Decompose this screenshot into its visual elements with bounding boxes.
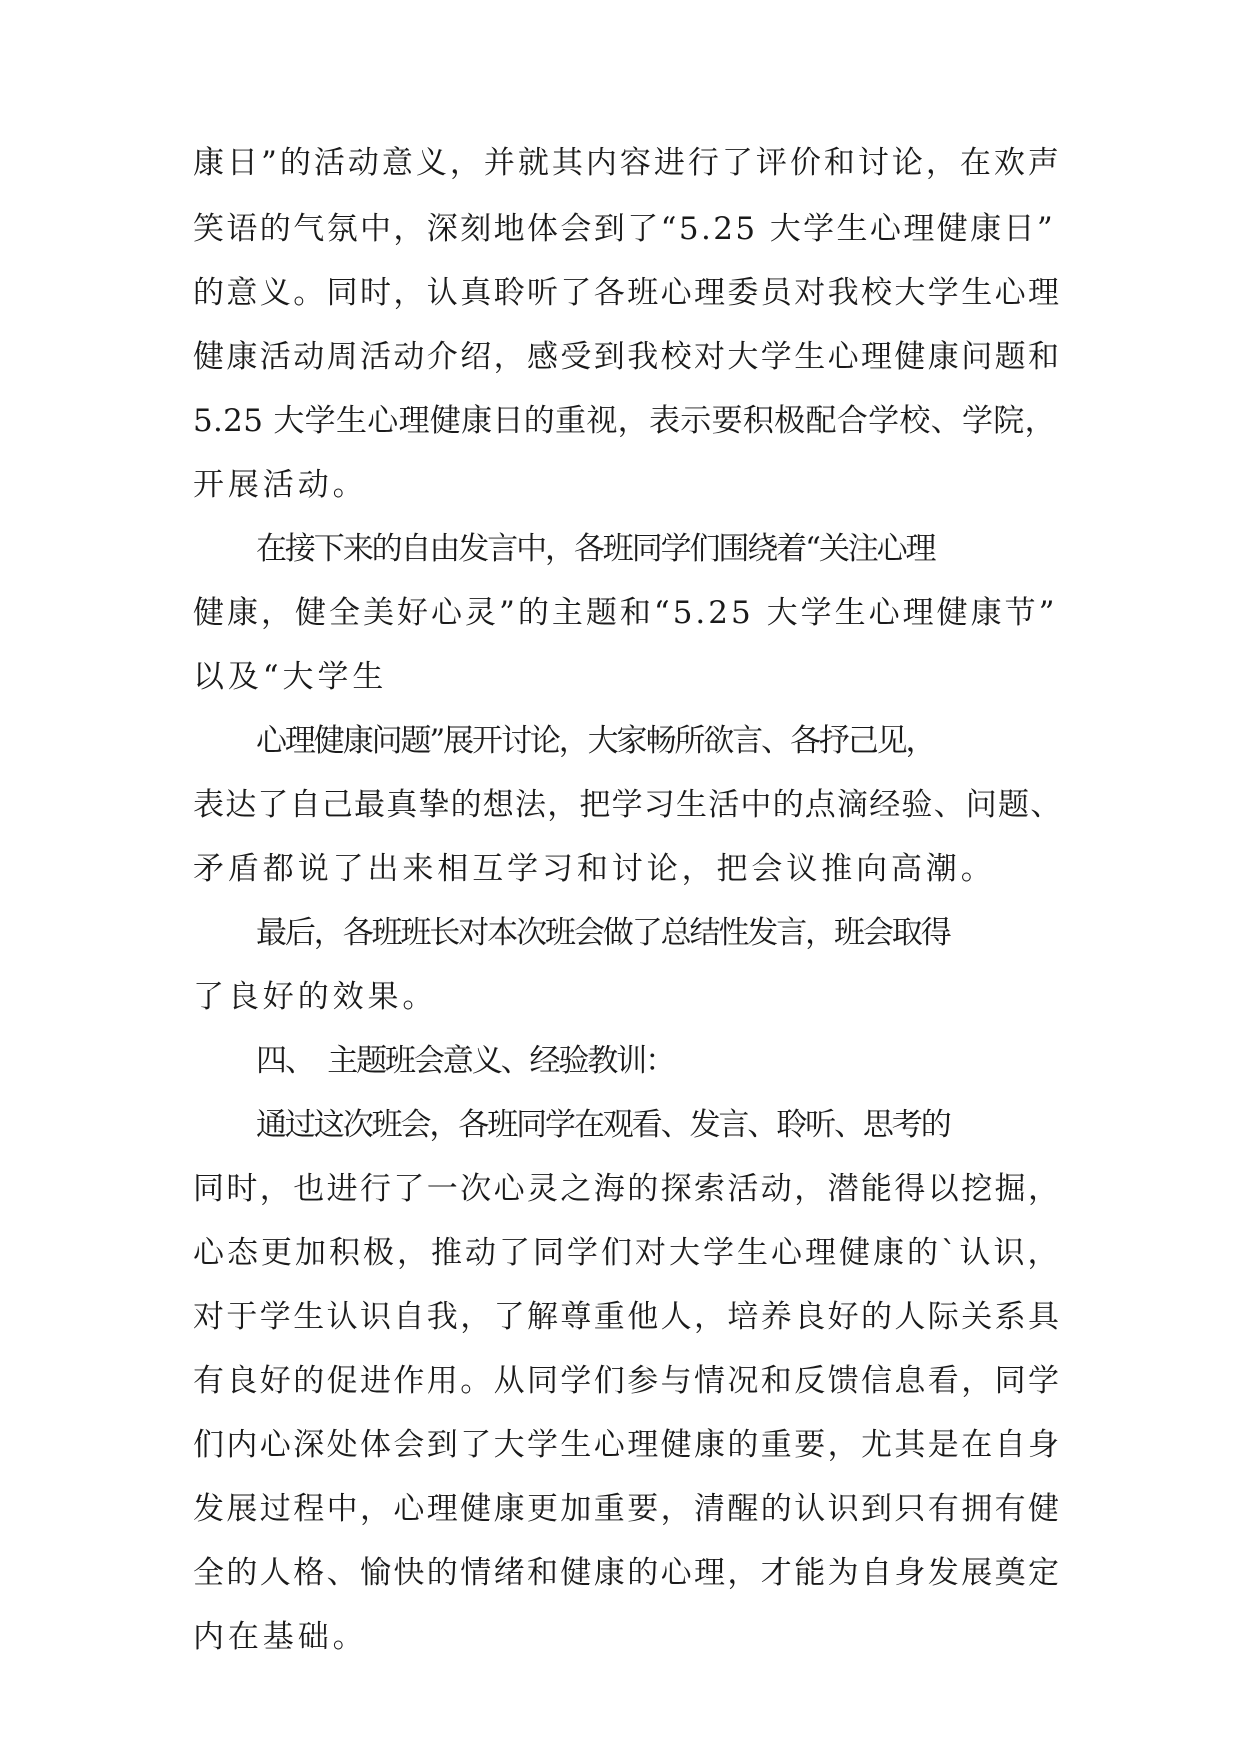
text-line: 笑语的气氛中，深刻地体会到了“5.25 大学生心理健康日” [193,211,1056,247]
section-heading: 四、 主题班会意义、经验教训： [256,1043,674,1079]
text-line: 有良好的促进作用。从同学们参与情况和反馈信息看，同学 [193,1363,1062,1399]
text-line: 的意义。同时，认真聆听了各班心理委员对我校大学生心理 [193,275,1062,311]
text-line: 对于学生认识自我，了解尊重他人，培养良好的人际关系具 [193,1299,1062,1335]
text-line: 表达了自己最真挚的想法，把学习生活中的点滴经验、问题、 [193,787,1063,823]
text-line: 以及“大学生 [193,659,388,695]
text-line: 们内心深处体会到了大学生心理健康的重要，尤其是在自身 [193,1427,1062,1463]
text-line: 矛盾都说了出来相互学习和讨论，把会议推向高潮。 [193,851,996,887]
paragraph-first-line: 在接下来的自由发言中，各班同学们围绕着“关注心理 [256,531,935,567]
text-line: 心态更加积极，推动了同学们对大学生心理健康的`认识， [193,1235,1062,1271]
paragraph-first-line: 最后，各班班长对本次班会做了总结性发言，班会取得 [256,915,950,951]
paragraph-first-line: 通过这次班会，各班同学在观看、发言、聆听、思考的 [256,1107,950,1143]
text-line: 发展过程中，心理健康更加重要，清醒的认识到只有拥有健 [193,1491,1062,1527]
text-line: 健康，健全美好心灵”的主题和“5.25 大学生心理健康节” [193,595,1058,631]
paragraph-first-line: 心理健康问题”展开讨论，大家畅所欲言、各抒己见， [256,723,935,759]
text-line: 了良好的效果。 [193,979,438,1015]
text-line: 5.25 大学生心理健康日的重视，表示要积极配合学校、学院， [193,403,1056,439]
text-line: 康日”的活动意义，并就其内容进行了评价和讨论，在欢声 [193,145,1062,181]
text-line: 内在基础。 [193,1619,368,1655]
text-line: 健康活动周活动介绍，感受到我校对大学生心理健康问题和 [193,339,1062,375]
text-line: 开展活动。 [193,467,368,503]
text-line: 全的人格、愉快的情绪和健康的心理，才能为自身发展奠定 [193,1555,1062,1591]
text-line: 同时，也进行了一次心灵之海的探索活动，潜能得以挖掘， [193,1171,1062,1207]
